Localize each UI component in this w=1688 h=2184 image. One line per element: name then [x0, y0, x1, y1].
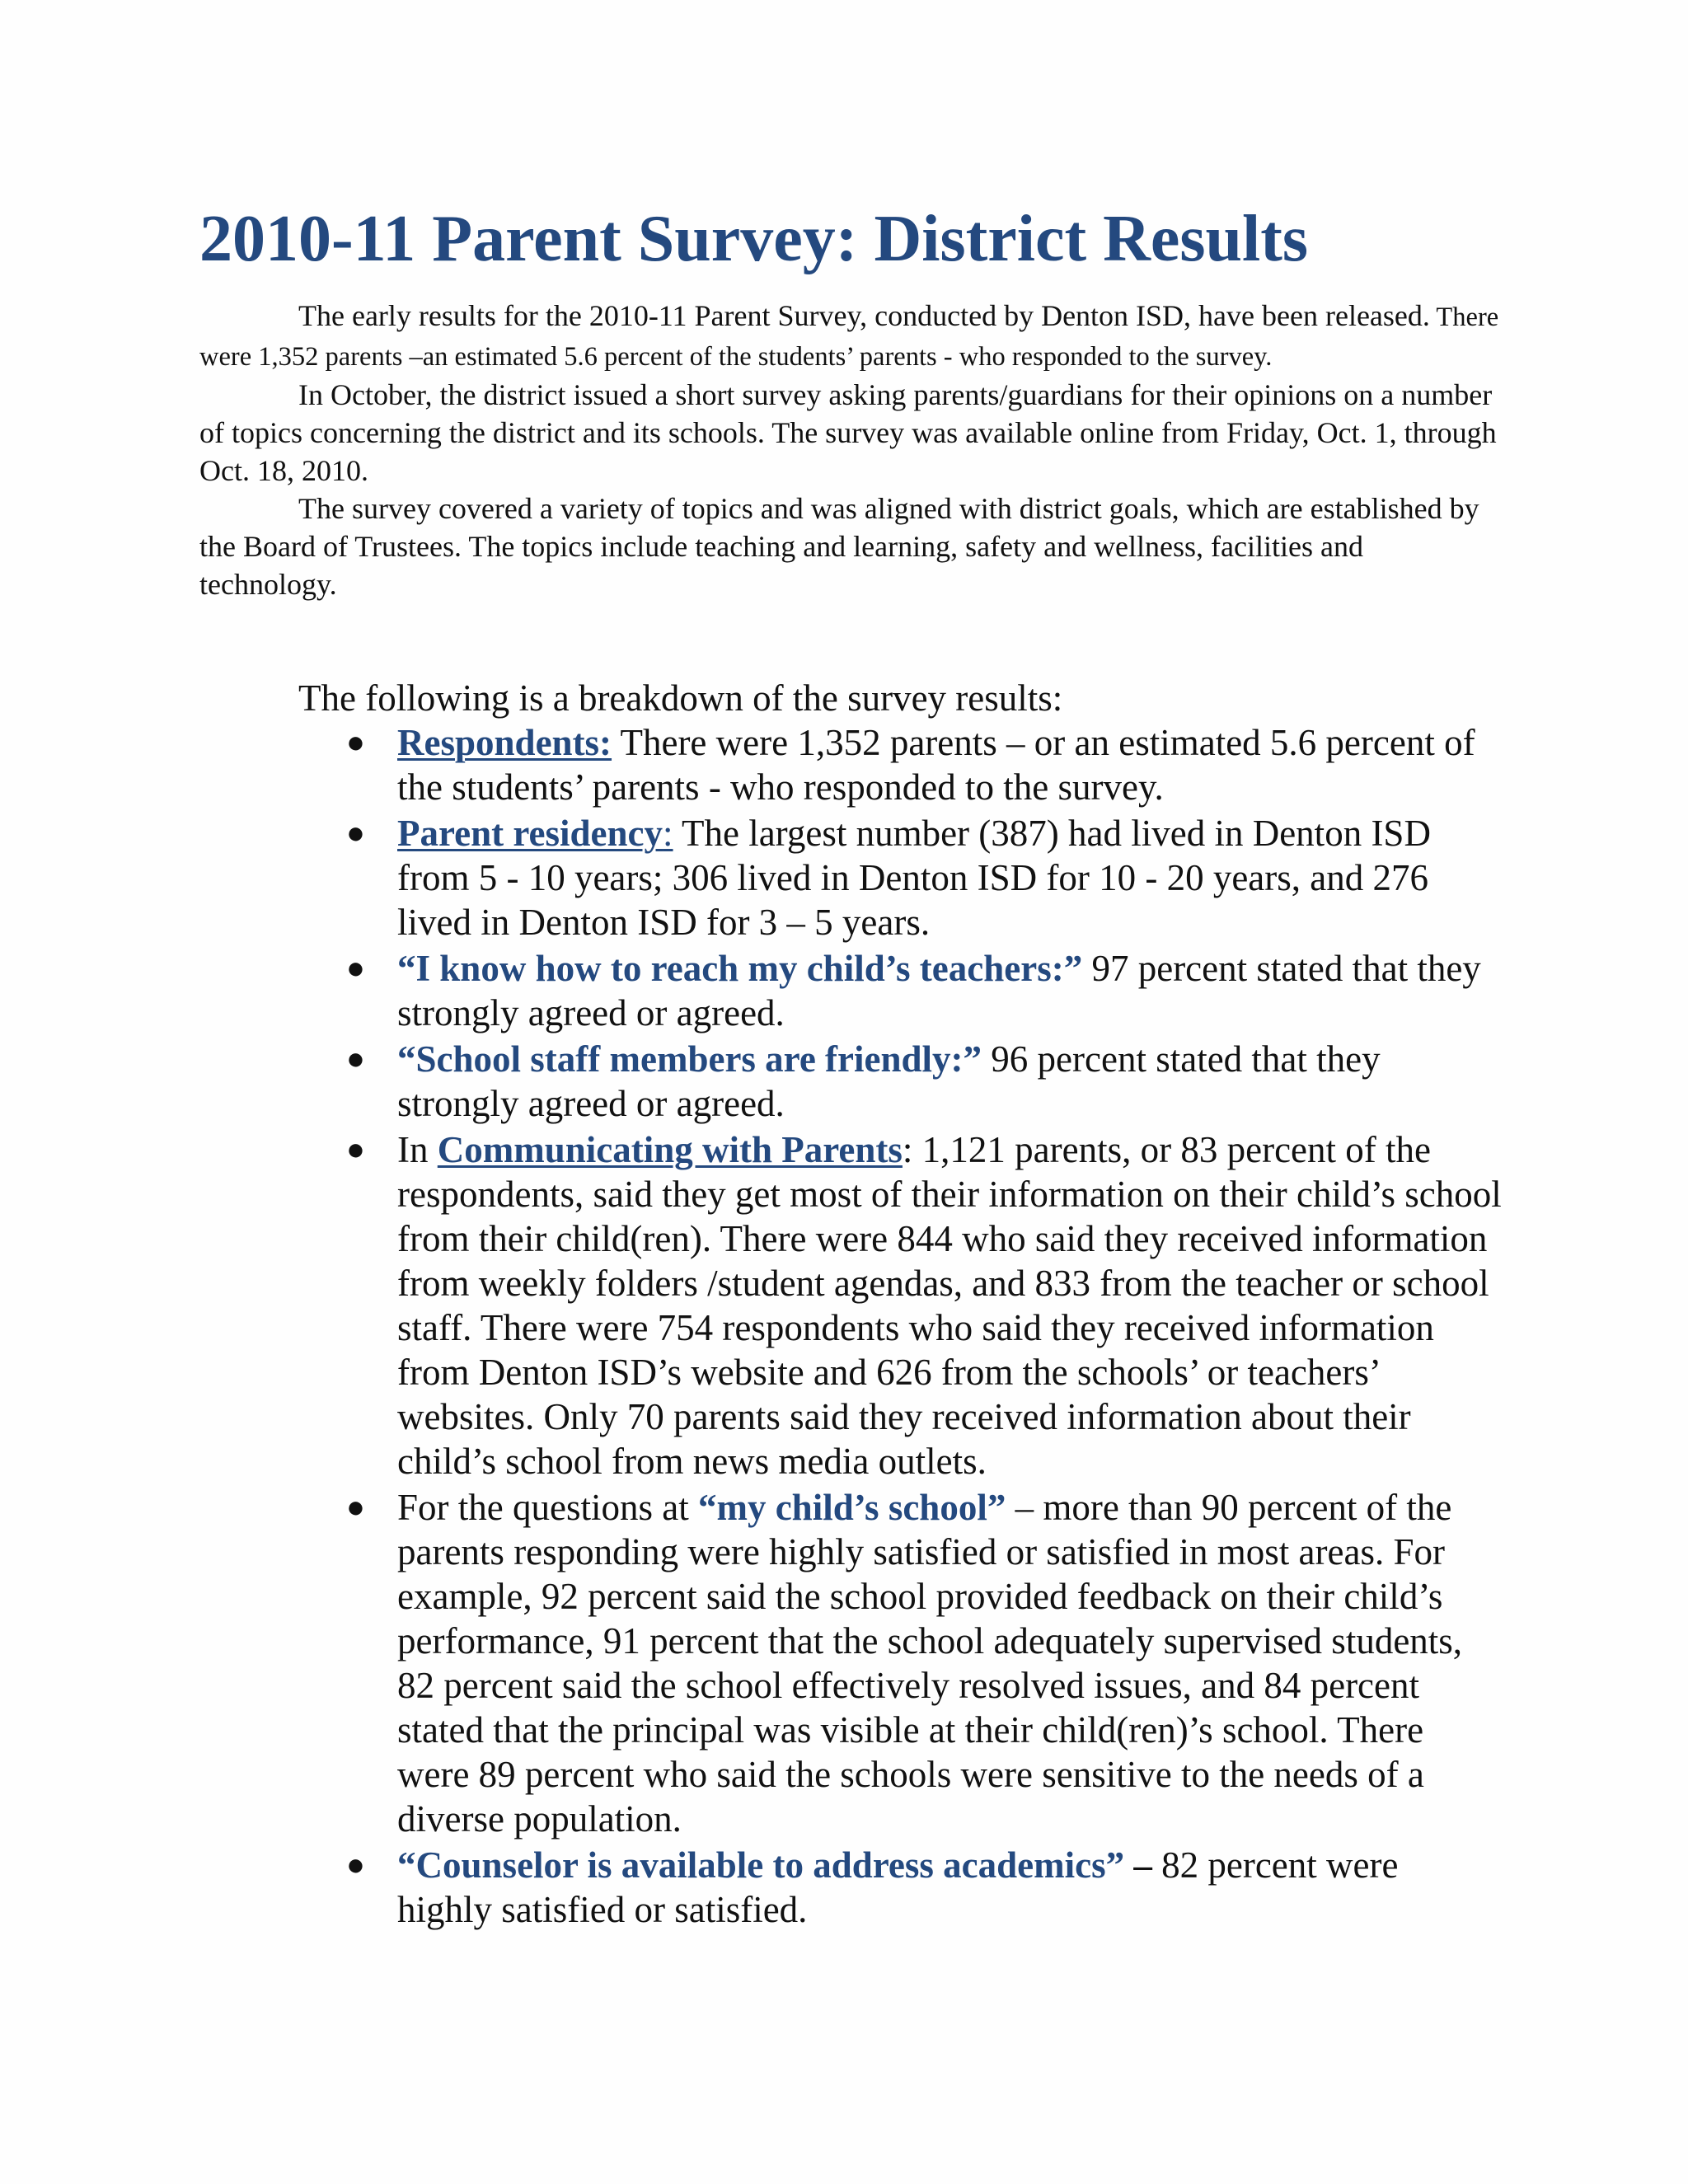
bullet-icon: ●	[346, 1490, 365, 1525]
bullet-icon: ●	[346, 725, 365, 760]
childs-school-prefix: For the questions at	[397, 1487, 698, 1528]
childs-school-label: “my child’s school”	[697, 1487, 1006, 1528]
list-item-childs-school	[346, 1485, 1502, 1841]
list-item-respondents	[346, 720, 1502, 809]
respondents-text: There were 1,352 parents – or an estimated 5.6 percent of the students’ parents - who responded to the survey.	[397, 722, 1475, 808]
intro-paragraph-2: In October, the district issued a short survey asking parents/guardians for their opinions on a number of topics concerning the district and its schools. The survey was available online from Friday, Oct. 1, through Oct. 18, 2010.	[199, 378, 1497, 487]
bullet-icon: ●	[346, 1132, 365, 1167]
staff-friendly-text: 96 percent stated that they strongly agreed or agreed.	[397, 1038, 1381, 1124]
list-item-counselor	[346, 1843, 1502, 1932]
residency-text: The largest number (387) had lived in Denton ISD from 5 - 10 years; 306 lived in Denton ISD for 10 - 20 years, and 276 lived in Denton ISD for 3 – 5 years.	[397, 813, 1431, 943]
list-item-staff-friendly	[346, 1037, 1502, 1126]
reach-teachers-label: “I know how to reach my child’s teachers:”	[397, 948, 1083, 989]
communicating-label: Communicating with Parents	[437, 1129, 903, 1170]
results-breakdown	[298, 676, 1502, 1933]
residency-colon: :	[663, 813, 673, 854]
counselor-dash: –	[1124, 1844, 1162, 1886]
intro-paragraph-1-small: There were 1,352 parents –an estimated 5.6 percent of the students’ parents - who responded to the survey.	[199, 302, 1499, 372]
staff-friendly-label: “School staff members are friendly:”	[397, 1038, 982, 1080]
results-list	[298, 720, 1502, 1932]
residency-label: Parent residency	[397, 813, 663, 854]
counselor-text: 82 percent were highly satisfied or satisfied.	[397, 1844, 1399, 1930]
list-item-residency	[346, 811, 1502, 944]
reach-teachers-text: 97 percent stated that they strongly agreed or agreed.	[397, 948, 1481, 1033]
counselor-label: “Counselor is available to address academics”	[397, 1844, 1125, 1886]
intro-paragraph-1	[199, 297, 1502, 376]
page-title: 2010-11 Parent Survey: District Results	[199, 203, 1308, 275]
breakdown-lead: The following is a breakdown of the survey results:	[298, 677, 1063, 719]
intro-paragraph-3: The survey covered a variety of topics and was aligned with district goals, which are established by the Board of Trustees. The topics include teaching and learning, safety and wellness, facilities and technology.	[199, 492, 1479, 601]
intro-paragraph-1-main: The early results for the 2010-11 Parent Survey, conducted by Denton ISD, have been released.	[298, 299, 1430, 332]
list-item-reach-teachers	[346, 946, 1502, 1035]
bullet-icon: ●	[346, 1042, 365, 1076]
respondents-label: Respondents:	[397, 722, 612, 763]
bullet-icon: ●	[346, 1848, 365, 1882]
bullet-icon: ●	[346, 816, 365, 851]
intro-section	[199, 297, 1502, 603]
bullet-icon: ●	[346, 951, 365, 986]
childs-school-text: – more than 90 percent of the parents responding were highly satisfied or satisfied in most areas. For example, 92 percent said the school provided feedback on their child’s performance, 91 percent that the school adequately supervised students, 82 percent said the school effectively resolved issues, and 84 percent stated that the principal was visible at their child(ren)’s school. There were 89 percent who said the schools were sensitive to the needs of a diverse population.	[397, 1487, 1463, 1840]
list-item-communicating	[346, 1127, 1502, 1483]
communicating-text: : 1,121 parents, or 83 percent of the respondents, said they get most of their information on their child’s school from their child(ren). There were 844 who said they received information from weekly folders /student agendas, and 833 from the teacher or school staff. There were 754 respondents who said they received information from Denton ISD’s website and 626 from the schools’ or teachers’ websites. Only 70 parents said they received information about their child’s school from news media outlets.	[397, 1129, 1502, 1482]
communicating-prefix: In	[397, 1129, 438, 1170]
